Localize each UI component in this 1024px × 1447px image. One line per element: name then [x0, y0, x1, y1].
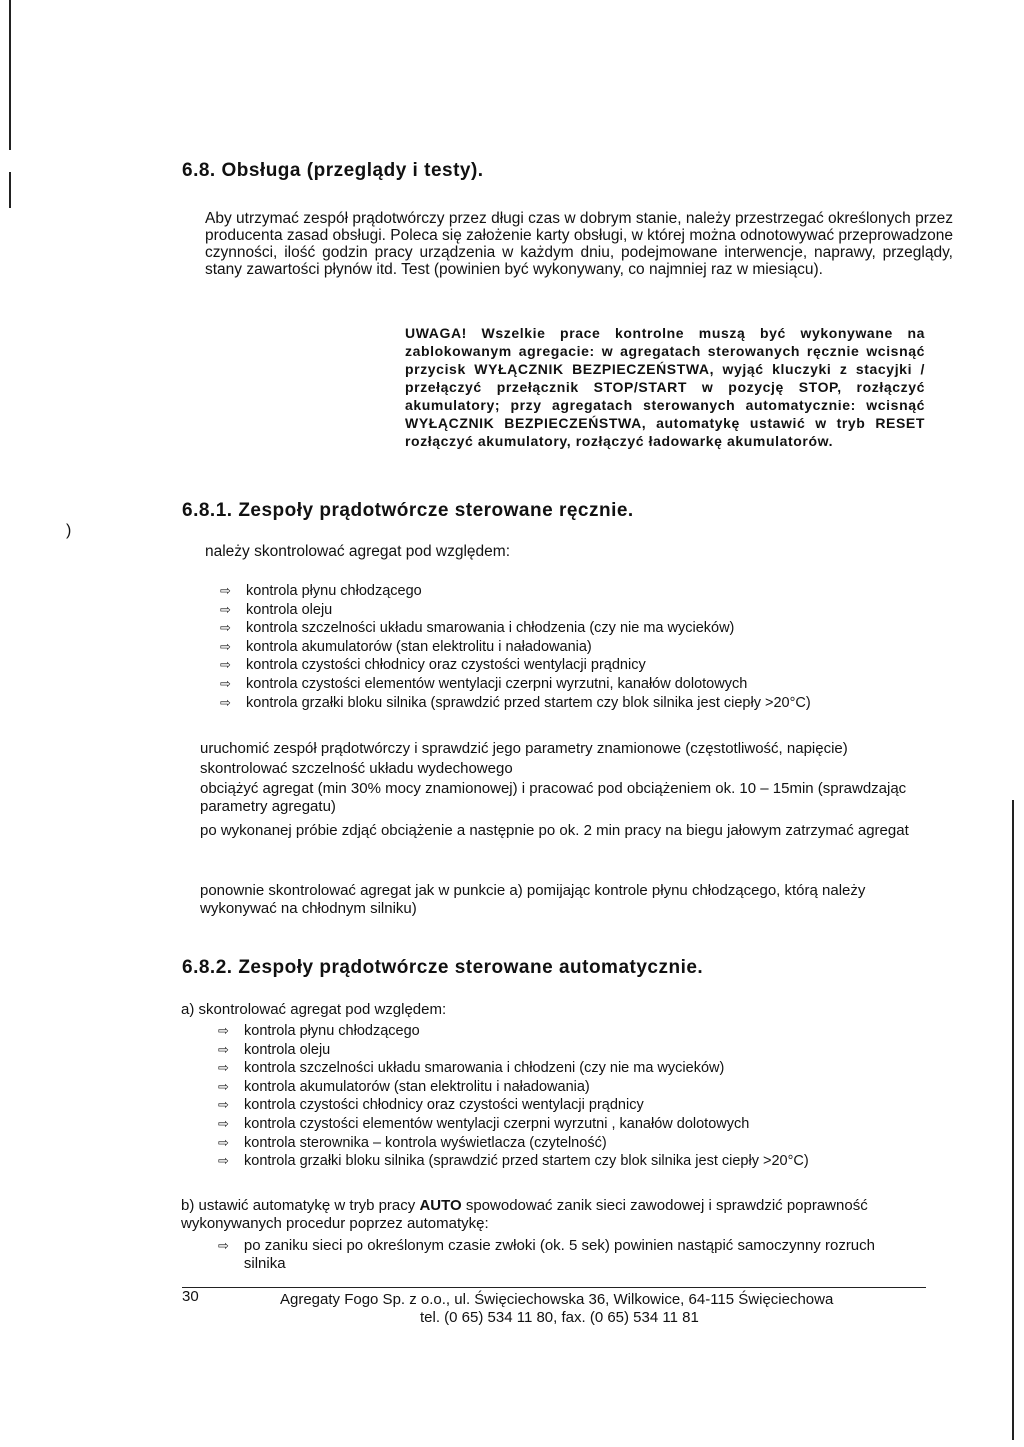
- section-title: 6.8. Obsługa (przeglądy i testy).: [182, 160, 484, 181]
- scan-edge-top: [9, 0, 11, 150]
- footer-contact: tel. (0 65) 534 11 80, fax. (0 65) 534 11 81: [420, 1309, 699, 1326]
- arrow-right-icon: ⇨: [220, 583, 231, 598]
- arrow-right-icon: ⇨: [218, 1060, 229, 1076]
- manual-section-title: 6.8.1. Zespoły prądotwórcze sterowane ręcznie.: [182, 500, 634, 521]
- scan-edge-mid: [9, 172, 11, 208]
- arrow-right-icon: ⇨: [218, 1134, 229, 1150]
- stray-mark: ): [66, 522, 72, 539]
- warning-box: UWAGA! Wszelkie prace kontrolne muszą być wykonywane na zablokowanym agregacie: w agregatach sterowanych ręcznie wcisnąć przycisk WYŁĄCZNIK BEZPIECZEŃSTWA, wyjąć kluczyki z stacyjki / przełączyć przełącznik STOP/START w pozycję STOP, rozłączyć akumulatory; przy agregatach sterowanych automatycznie: wcisnąć WYŁĄCZNIK BEZPIECZEŃSTWA, automatykę ustawić w tryb RESET rozłączyć akumulatory, rozłączyć ładowarkę akumulatorów.: [405, 325, 925, 449]
- arrow-right-icon: ⇨: [218, 1153, 229, 1169]
- automatic-item-b: [181, 1197, 921, 1232]
- item-b-text-before: ustawić automatykę w tryb pracy: [198, 1197, 420, 1214]
- manual-check-list: [220, 582, 811, 712]
- automatic-item-b-sub: [218, 1237, 918, 1272]
- list-item: ⇨ kontrola oleju: [220, 601, 333, 618]
- list-item: ⇨ kontrola oleju: [218, 1041, 331, 1058]
- manual-step-3: obciążyć agregat (min 30% mocy znamionowej) i pracować pod obciążeniem ok. 10 – 15min (sprawdzając parametry agregatu): [200, 780, 907, 815]
- automatic-check-list: [218, 1022, 809, 1171]
- list-item: ⇨ kontrola czystości chłodnicy oraz czystości wentylacji prądnicy: [220, 657, 646, 674]
- list-item: ⇨ kontrola czystości chłodnicy oraz czystości wentylacji prądnicy: [218, 1097, 644, 1114]
- arrow-right-icon: ⇨: [218, 1078, 229, 1094]
- arrow-right-icon: ⇨: [220, 601, 231, 617]
- item-b-sub-text: po zaniku sieci po określonym czasie zwłoki (ok. 5 sek) powinien nastąpić samoczynny rozruch silnika: [243, 1237, 875, 1272]
- footer-address: [280, 1291, 833, 1327]
- section-intro: Aby utrzymać zespół prądotwórczy przez długi czas w dobrym stanie, należy przestrzegać określonych przez producenta zasad obsługi. Poleca się założenie karty obsługi, w której można odnotowywać przeprowadzone czynności, ilość godzin pracy urządzenia w każdym dniu, podejmowane interwencje, naprawy, przeglądy, stany zawartości płynów itd. Test (powinien być wykonywany, co najmniej raz w miesiącu).: [205, 210, 953, 278]
- arrow-right-icon: ⇨: [220, 694, 231, 710]
- page-number: 30: [182, 1288, 199, 1305]
- arrow-right-icon: ⇨: [220, 657, 231, 673]
- list-item: ⇨ kontrola czystości elementów wentylacji czerpni wyrzutni, kanałów dolotowych: [220, 675, 748, 692]
- item-a-intro: skontrolować agregat pod względem:: [198, 1001, 447, 1018]
- footer-company: Agregaty Fogo Sp. z o.o., ul. Święciechowska 36, Wilkowice, 64-115 Święciechowa: [280, 1291, 834, 1308]
- arrow-right-icon: ⇨: [218, 1023, 229, 1038]
- item-b-label: b): [181, 1197, 195, 1214]
- arrow-right-icon: ⇨: [218, 1097, 229, 1113]
- manual-step-2: skontrolować szczelność układu wydechowego: [200, 760, 513, 777]
- manual-step-1: uruchomić zespół prądotwórczy i sprawdzić jego parametry znamionowe (częstotliwość, napięcie): [200, 740, 848, 757]
- arrow-right-icon: ⇨: [220, 675, 231, 691]
- list-item: ⇨ kontrola płynu chłodzącego: [220, 583, 422, 599]
- list-item: ⇨ kontrola grzałki bloku silnika (sprawdzić przed startem czy blok silnika jest ciepły >20°C): [220, 694, 811, 711]
- list-item: ⇨ kontrola szczelności układu smarowania i chłodzeni (czy nie ma wycieków): [218, 1060, 725, 1077]
- manual-step-4: po wykonanej próbie zdjąć obciążenie a następnie po ok. 2 min pracy na biegu jałowym zatrzymać agregat: [200, 822, 909, 839]
- arrow-right-icon: ⇨: [218, 1115, 229, 1131]
- footer-divider: [182, 1287, 926, 1288]
- list-item: ⇨ kontrola akumulatorów (stan elektrolitu i naładowania): [218, 1078, 590, 1095]
- scan-edge-right: [1012, 800, 1014, 1440]
- arrow-right-icon: ⇨: [220, 638, 231, 654]
- item-b-text-after: spowodować zanik sieci zawodowej i sprawdzić poprawność wykonywanych procedur poprzez automatykę:: [181, 1197, 868, 1232]
- arrow-right-icon: ⇨: [220, 620, 231, 636]
- list-item: ⇨ kontrola sterownika – kontrola wyświetlacza (czytelność): [218, 1134, 607, 1151]
- list-item: ⇨ kontrola grzałki bloku silnika (sprawdzić przed startem czy blok silnika jest ciepły >20°C): [218, 1153, 809, 1170]
- item-b-mode: AUTO: [419, 1197, 462, 1214]
- arrow-right-icon: ⇨: [218, 1238, 229, 1253]
- list-item: ⇨ kontrola płynu chłodzącego: [218, 1023, 420, 1039]
- item-a-label: a): [181, 1001, 195, 1018]
- arrow-right-icon: ⇨: [218, 1041, 229, 1057]
- manual-step-5: ponownie skontrolować agregat jak w punkcie a) pomijając kontrole płynu chłodzącego, którą należy wykonywać na chłodnym silniku): [200, 882, 866, 917]
- manual-intro: należy skontrolować agregat pod względem:: [205, 543, 511, 560]
- list-item: ⇨ kontrola akumulatorów (stan elektrolitu i naładowania): [220, 638, 592, 655]
- list-item: ⇨ kontrola szczelności układu smarowania i chłodzenia (czy nie ma wycieków): [220, 620, 735, 637]
- list-item: ⇨ kontrola czystości elementów wentylacji czerpni wyrzutni , kanałów dolotowych: [218, 1115, 750, 1132]
- automatic-section-title: 6.8.2. Zespoły prądotwórcze sterowane automatycznie.: [182, 957, 704, 978]
- automatic-item-a: [181, 1001, 446, 1019]
